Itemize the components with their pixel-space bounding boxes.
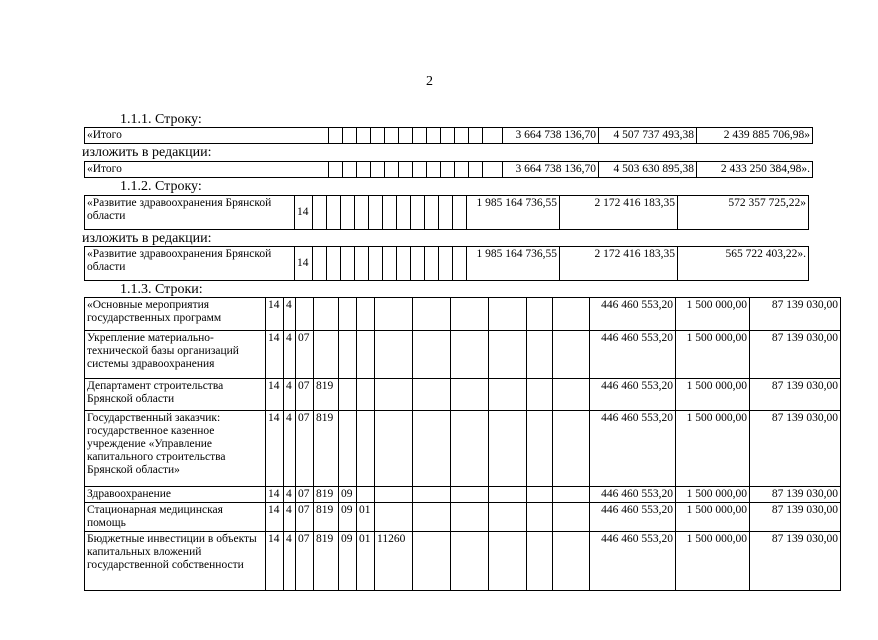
- value-cell: 1 500 000,00: [676, 487, 750, 503]
- code-cell: [314, 331, 339, 379]
- code-cell: 07: [296, 411, 314, 487]
- empty-cell: [553, 379, 590, 411]
- empty-cell: [527, 411, 553, 487]
- replace-label: изложить в редакции:: [82, 231, 212, 246]
- code-cell: 14: [266, 379, 284, 411]
- empty-cell: [489, 411, 527, 487]
- table-row: [85, 487, 841, 503]
- code-cell: [357, 411, 375, 487]
- code-cell: [375, 503, 413, 532]
- code-cell: [357, 331, 375, 379]
- code-cell: 819: [314, 503, 339, 532]
- empty-cell: [489, 331, 527, 379]
- empty-cell: [451, 532, 489, 591]
- value-cell: 3 664 738 136,70: [503, 128, 599, 144]
- empty-cell: [451, 411, 489, 487]
- row-name: Департамент строительства Брянской области: [85, 379, 266, 411]
- empty-cell: [413, 532, 451, 591]
- value-cell: 1 500 000,00: [676, 379, 750, 411]
- empty-cell: [553, 331, 590, 379]
- code-cell: [339, 331, 357, 379]
- code-cell: 14: [266, 331, 284, 379]
- code-cell: [375, 298, 413, 331]
- table-row: [85, 379, 841, 411]
- empty-cell: [489, 487, 527, 503]
- value-cell: 1 985 164 736,55: [467, 196, 560, 230]
- row-name: Стационарная медицинская помощь: [85, 503, 266, 532]
- value-cell: 4 503 630 895,38: [599, 162, 697, 178]
- value-cell: 565 722 403,22».: [678, 247, 809, 281]
- code-cell: 07: [296, 503, 314, 532]
- row-name: «Развитие здравоохранения Брянской области: [85, 196, 295, 230]
- code-cell: 14: [266, 532, 284, 591]
- code-cell: 14: [295, 196, 313, 230]
- empty-cell: [553, 532, 590, 591]
- code-cell: [375, 411, 413, 487]
- total-row-old-table: [84, 127, 813, 144]
- empty-cell: [413, 411, 451, 487]
- empty-cell: [489, 532, 527, 591]
- row-name: «Итого: [85, 128, 329, 144]
- code-cell: [339, 298, 357, 331]
- value-cell: 2 172 416 183,35: [560, 247, 678, 281]
- row-name: «Основные мероприятия государственных программ: [85, 298, 266, 331]
- empty-cell: [527, 487, 553, 503]
- row-name: «Итого: [85, 162, 329, 178]
- row-name: Государственный заказчик: государственное казенное учреждение «Управление капитального строительства Брянской области»: [85, 411, 266, 487]
- value-cell: 3 664 738 136,70: [503, 162, 599, 178]
- code-cell: 14: [266, 487, 284, 503]
- value-cell: 87 139 030,00: [750, 411, 841, 487]
- program-row-old-table: [84, 195, 809, 230]
- code-cell: 07: [296, 379, 314, 411]
- code-cell: [296, 298, 314, 331]
- row-name: Здравоохранение: [85, 487, 266, 503]
- value-cell: 2 433 250 384,98».: [697, 162, 813, 178]
- code-cell: 14: [266, 411, 284, 487]
- code-cell: [357, 379, 375, 411]
- detail-rows-table: [84, 297, 841, 591]
- code-cell: [357, 487, 375, 503]
- row-name: Укрепление материально-технической базы организаций системы здравоохранения: [85, 331, 266, 379]
- table-row: [85, 298, 841, 331]
- code-cell: 09: [339, 532, 357, 591]
- table-row: [85, 411, 841, 487]
- code-cell: 4: [284, 532, 296, 591]
- code-cell: 819: [314, 532, 339, 591]
- code-cell: [314, 298, 339, 331]
- value-cell: 1 500 000,00: [676, 331, 750, 379]
- value-cell: 1 500 000,00: [676, 532, 750, 591]
- code-cell: 07: [296, 331, 314, 379]
- value-cell: 1 500 000,00: [676, 298, 750, 331]
- empty-cell: [489, 298, 527, 331]
- code-cell: 819: [314, 487, 339, 503]
- empty-cell: [527, 298, 553, 331]
- code-cell: 819: [314, 379, 339, 411]
- empty-cell: [413, 487, 451, 503]
- code-cell: 4: [284, 503, 296, 532]
- empty-cell: [413, 298, 451, 331]
- code-cell: 09: [339, 503, 357, 532]
- value-cell: 446 460 553,20: [590, 411, 676, 487]
- empty-cell: [527, 379, 553, 411]
- table-row: [85, 331, 841, 379]
- code-cell: [375, 331, 413, 379]
- code-cell: 07: [296, 532, 314, 591]
- code-cell: 11260: [375, 532, 413, 591]
- section-heading-1-1-3: 1.1.3. Строки:: [120, 282, 203, 297]
- replace-label: изложить в редакции:: [82, 145, 212, 160]
- value-cell: 2 439 885 706,98»: [697, 128, 813, 144]
- empty-cell: [553, 411, 590, 487]
- code-cell: [375, 379, 413, 411]
- empty-cell: [451, 331, 489, 379]
- page-number: 2: [426, 74, 433, 89]
- row-name: Бюджетные инвестиции в объекты капитальных вложений государственной собственности: [85, 532, 266, 591]
- empty-cell: [489, 503, 527, 532]
- total-row-new-table: [84, 161, 813, 178]
- code-cell: 4: [284, 411, 296, 487]
- row-name: «Развитие здравоохранения Брянской области: [85, 247, 295, 281]
- code-cell: 4: [284, 298, 296, 331]
- code-cell: 4: [284, 379, 296, 411]
- code-cell: [339, 379, 357, 411]
- code-cell: [375, 487, 413, 503]
- empty-cell: [553, 487, 590, 503]
- table-row: [85, 532, 841, 591]
- code-cell: 4: [284, 331, 296, 379]
- value-cell: 1 500 000,00: [676, 411, 750, 487]
- code-cell: 07: [296, 487, 314, 503]
- empty-cell: [553, 298, 590, 331]
- value-cell: 446 460 553,20: [590, 532, 676, 591]
- value-cell: 87 139 030,00: [750, 379, 841, 411]
- value-cell: 1 985 164 736,55: [467, 247, 560, 281]
- empty-cell: [489, 379, 527, 411]
- empty-cell: [413, 331, 451, 379]
- code-cell: 01: [357, 503, 375, 532]
- empty-cell: [451, 487, 489, 503]
- value-cell: 446 460 553,20: [590, 503, 676, 532]
- code-cell: 09: [339, 487, 357, 503]
- value-cell: 87 139 030,00: [750, 487, 841, 503]
- value-cell: 446 460 553,20: [590, 331, 676, 379]
- code-cell: 01: [357, 532, 375, 591]
- empty-cell: [527, 532, 553, 591]
- value-cell: 446 460 553,20: [590, 298, 676, 331]
- value-cell: 446 460 553,20: [590, 487, 676, 503]
- value-cell: 87 139 030,00: [750, 298, 841, 331]
- empty-cell: [451, 503, 489, 532]
- value-cell: 87 139 030,00: [750, 331, 841, 379]
- code-cell: [339, 411, 357, 487]
- program-row-new-table: [84, 246, 809, 281]
- value-cell: 87 139 030,00: [750, 503, 841, 532]
- section-heading-1-1-2: 1.1.2. Строку:: [120, 179, 202, 194]
- empty-cell: [413, 503, 451, 532]
- value-cell: 87 139 030,00: [750, 532, 841, 591]
- value-cell: 446 460 553,20: [590, 379, 676, 411]
- empty-cell: [451, 379, 489, 411]
- code-cell: 14: [266, 503, 284, 532]
- section-heading-1-1-1: 1.1.1. Строку:: [120, 112, 202, 127]
- empty-cell: [527, 503, 553, 532]
- code-cell: [357, 298, 375, 331]
- table-row: [85, 503, 841, 532]
- code-cell: 4: [284, 487, 296, 503]
- value-cell: 4 507 737 493,38: [599, 128, 697, 144]
- empty-cell: [527, 331, 553, 379]
- value-cell: 572 357 725,22»: [678, 196, 809, 230]
- empty-cell: [451, 298, 489, 331]
- empty-cell: [413, 379, 451, 411]
- value-cell: 2 172 416 183,35: [560, 196, 678, 230]
- code-cell: 14: [295, 247, 313, 281]
- code-cell: 819: [314, 411, 339, 487]
- empty-cell: [553, 503, 590, 532]
- code-cell: 14: [266, 298, 284, 331]
- value-cell: 1 500 000,00: [676, 503, 750, 532]
